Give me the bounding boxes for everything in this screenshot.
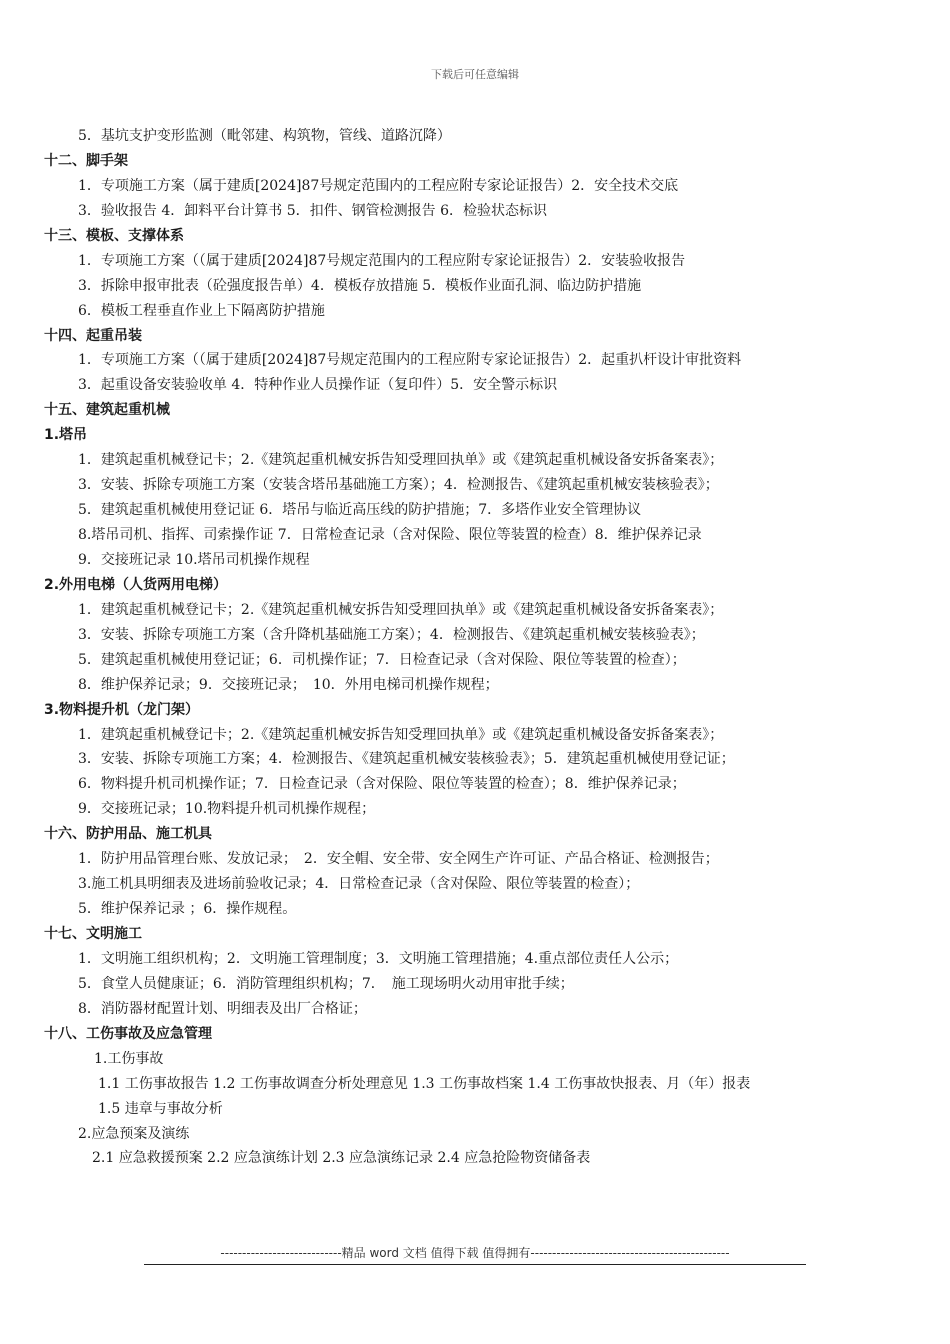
list-item: 1．防护用品管理台账、发放记录； 2．安全帽、安全带、安全网生产许可证、产品合格证、检测报告；	[78, 851, 719, 868]
list-item: 2.应急预案及演练	[78, 1125, 190, 1142]
list-item: 5．维护保养记录 ；6．操作规程。	[78, 901, 297, 918]
list-item: 5．基坑支护变形监测（毗邻建、构筑物，管线、道路沉降）	[78, 128, 451, 144]
list-item: 8．维护保养记录；9．交接班记录； 10．外用电梯司机操作规程；	[78, 676, 499, 693]
list-item: 1.工伤事故	[94, 1050, 164, 1067]
section-heading: 十七、文明施工	[44, 926, 142, 942]
section-heading: 十六、防护用品、施工机具	[44, 826, 212, 843]
list-item: 5．食堂人员健康证；6．消防管理组织机构；7． 施工现场明火动用审批手续；	[78, 975, 574, 992]
subsection-heading: 3.物料提升机（龙门架）	[44, 701, 200, 718]
page-header: 下载后可任意编辑	[431, 68, 519, 81]
list-item: 3．安装、拆除专项施工方案（安装含塔吊基础施工方案）；4．检测报告、《建筑起重机械安装核验表》；	[78, 477, 719, 494]
list-item: 8．消防器材配置计划、明细表及出厂合格证；	[78, 1000, 367, 1017]
list-item: 9．交接班记录 10.塔吊司机操作规程	[78, 551, 310, 568]
list-item: 3．安装、拆除专项施工方案（含升降机基础施工方案）；4．检测报告、《建筑起重机械安装核验表》；	[78, 626, 705, 643]
page-footer: ----------------------------精品 word 文档 值得下载 值得拥有----------------------------------------------	[220, 1246, 730, 1260]
list-item: 3．起重设备安装验收单 4．特种作业人员操作证（复印件）5．安全警示标识	[78, 377, 558, 394]
list-item: 3．验收报告 4．卸料平台计算书 5．扣件、钢管检测报告 6．检验状态标识	[78, 202, 547, 219]
section-heading: 十五、建筑起重机械	[44, 402, 170, 419]
list-item: 1．建筑起重机械登记卡；2.《建筑起重机械安拆告知受理回执单》或《建筑起重机械设备安拆备案表》；	[78, 601, 724, 618]
list-item: 1．建筑起重机械登记卡；2.《建筑起重机械安拆告知受理回执单》或《建筑起重机械设备安拆备案表》；	[78, 452, 724, 469]
list-item: 9．交接班记录；10.物料提升机司机操作规程；	[78, 801, 376, 818]
list-item: 3．安装、拆除专项施工方案；4．检测报告、《建筑起重机械安装核验表》；5．建筑起重机械使用登记证；	[78, 751, 735, 768]
section-heading: 十二、脚手架	[44, 152, 128, 169]
list-item: 5．建筑起重机械使用登记证 6．塔吊与临近高压线的防护措施；7．多塔作业安全管理协议	[78, 502, 642, 519]
section-heading: 十八、工伤事故及应急管理	[44, 1025, 212, 1042]
list-item: 5．建筑起重机械使用登记证；6．司机操作证；7．日检查记录（含对保险、限位等装置的检查）；	[78, 651, 686, 668]
footer-rule	[144, 1264, 806, 1265]
list-item: 1．文明施工组织机构；2．文明施工管理制度；3．文明施工管理措施；4.重点部位责任人公示；	[78, 950, 679, 967]
section-heading: 十四、起重吊装	[44, 327, 142, 344]
list-item: 1.5 违章与事故分析	[98, 1100, 223, 1117]
list-item: 3．拆除申报审批表（砼强度报告单）4．模板存放措施 5．模板作业面孔洞、临边防护措施	[78, 277, 642, 294]
list-item: 3.施工机具明细表及进场前验收记录；4．日常检查记录（含对保险、限位等装置的检查）；	[78, 876, 640, 893]
section-heading: 十三、模板、支撑体系	[44, 227, 184, 244]
list-item: 1．建筑起重机械登记卡；2.《建筑起重机械安拆告知受理回执单》或《建筑起重机械设备安拆备案表》；	[78, 726, 724, 743]
list-item: 1．专项施工方案（属于建质[2024]87号规定范围内的工程应附专家论证报告）2．安全技术交底	[78, 177, 679, 194]
subsection-heading: 2.外用电梯（人货两用电梯）	[44, 576, 228, 593]
list-item: 6．物料提升机司机操作证；7．日检查记录（含对保险、限位等装置的检查）；8．维护保养记录；	[78, 776, 686, 793]
list-item: 6．模板工程垂直作业上下隔离防护措施	[78, 302, 325, 319]
document-body	[44, 124, 924, 1171]
list-item: 1.1 工伤事故报告 1.2 工伤事故调查分析处理意见 1.3 工伤事故档案 1.4 工伤事故快报表、月（年）报表	[98, 1075, 751, 1092]
list-item: 1．专项施工方案（（属于建质[2024]87号规定范围内的工程应附专家论证报告）2．起重扒杆设计审批资料	[78, 352, 742, 369]
subsection-heading: 1.塔吊	[44, 427, 88, 444]
list-item: 2.1 应急救援预案 2.2 应急演练计划 2.3 应急演练记录 2.4 应急抢险物资储备表	[92, 1150, 591, 1167]
list-item: 8.塔吊司机、指挥、司索操作证 7．日常检查记录（含对保险、限位等装置的检查）8．维护保养记录	[78, 527, 702, 543]
list-item: 1．专项施工方案（（属于建质[2024]87号规定范围内的工程应附专家论证报告）2．安装验收报告	[78, 252, 686, 269]
